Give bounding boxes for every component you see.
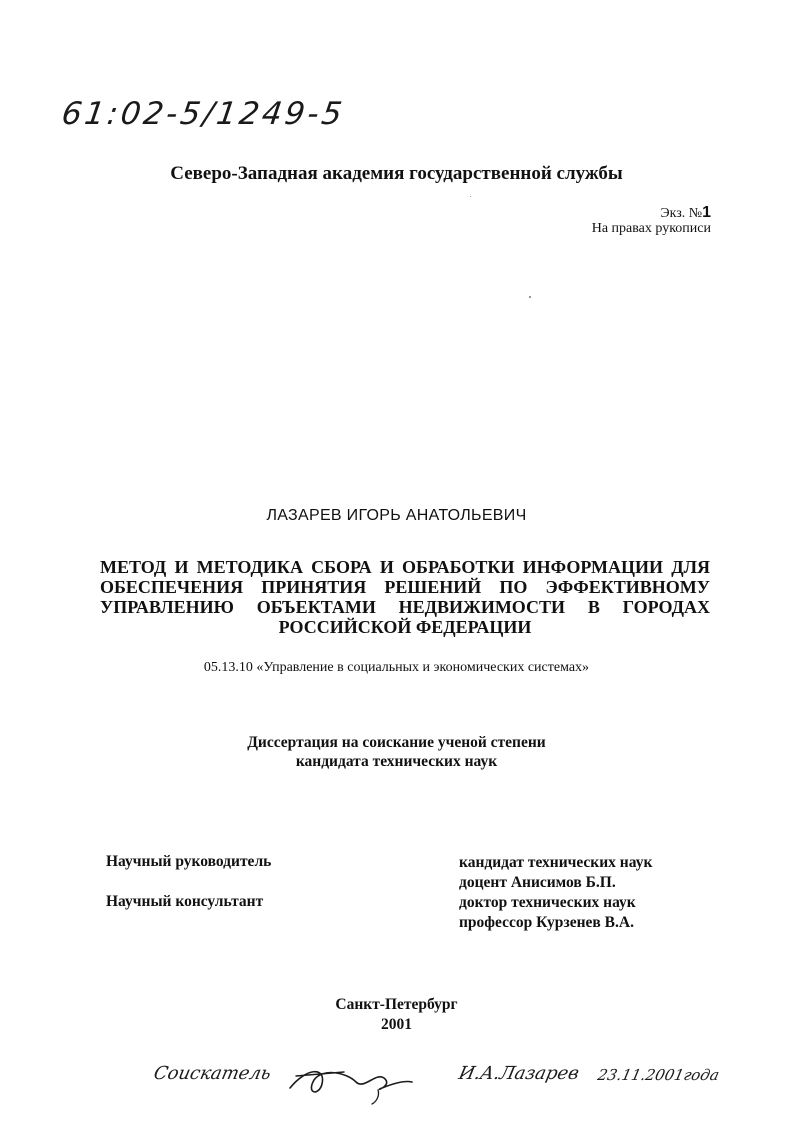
- dissertation-title: МЕТОД И МЕТОДИКА СБОРА И ОБРАБОТКИ ИНФОРМАЦИИ ДЛЯ ОБЕСПЕЧЕНИЯ ПРИНЯТИЯ РЕШЕНИЙ ПО ЭФФЕКТИВНОМУ УПРАВЛЕНИЮ ОБЪЕКТАМИ НЕДВИЖИМОСТИ В ГОРОДАХ РОССИЙСКОЙ ФЕДЕРАЦИИ: [100, 557, 710, 637]
- supervisor-degree: кандидат технических наук: [459, 854, 653, 871]
- consultant-name: профессор Курзенев В.А.: [459, 914, 634, 931]
- consultant-details: [459, 893, 636, 933]
- scan-speck: [470, 196, 471, 197]
- signature-date-handwritten: 23.11.2001года: [596, 1066, 721, 1084]
- year: 2001: [381, 1016, 412, 1033]
- supervisor-role: Научный руководитель: [106, 853, 272, 870]
- degree-statement-line-1: Диссертация на соискание ученой степени: [247, 734, 546, 751]
- scan-speck: [529, 296, 531, 298]
- applicant-label-handwritten: Соискатель: [151, 1063, 273, 1084]
- degree-statement: [0, 733, 793, 771]
- applicant-name-handwritten: И.А.Лазарев: [456, 1063, 581, 1084]
- signature-scribble: [286, 1058, 416, 1106]
- copy-number: [660, 204, 711, 222]
- city: Санкт-Петербург: [335, 996, 458, 1013]
- manuscript-rights-note: На правах рукописи: [591, 221, 711, 236]
- author-name: ЛАЗАРЕВ ИГОРЬ АНАТОЛЬЕВИЧ: [266, 507, 527, 524]
- specialty-code: 05.13.10 «Управление в социальных и экономических системах»: [203, 660, 590, 675]
- institution-name: Северо-Западная академия государственной службы: [170, 163, 623, 184]
- supervisor-details: [459, 853, 652, 893]
- degree-statement-line-2: кандидата технических наук: [295, 753, 498, 770]
- supervisor-name: доцент Анисимов Б.П.: [459, 874, 616, 891]
- copy-number-value: 1: [702, 204, 711, 221]
- archive-code-handwritten: 61:02-5/1249-5: [59, 96, 348, 132]
- copy-number-label: Экз. №: [660, 206, 703, 221]
- consultant-degree: доктор технических наук: [459, 894, 636, 911]
- consultant-role: Научный консультант: [106, 893, 264, 910]
